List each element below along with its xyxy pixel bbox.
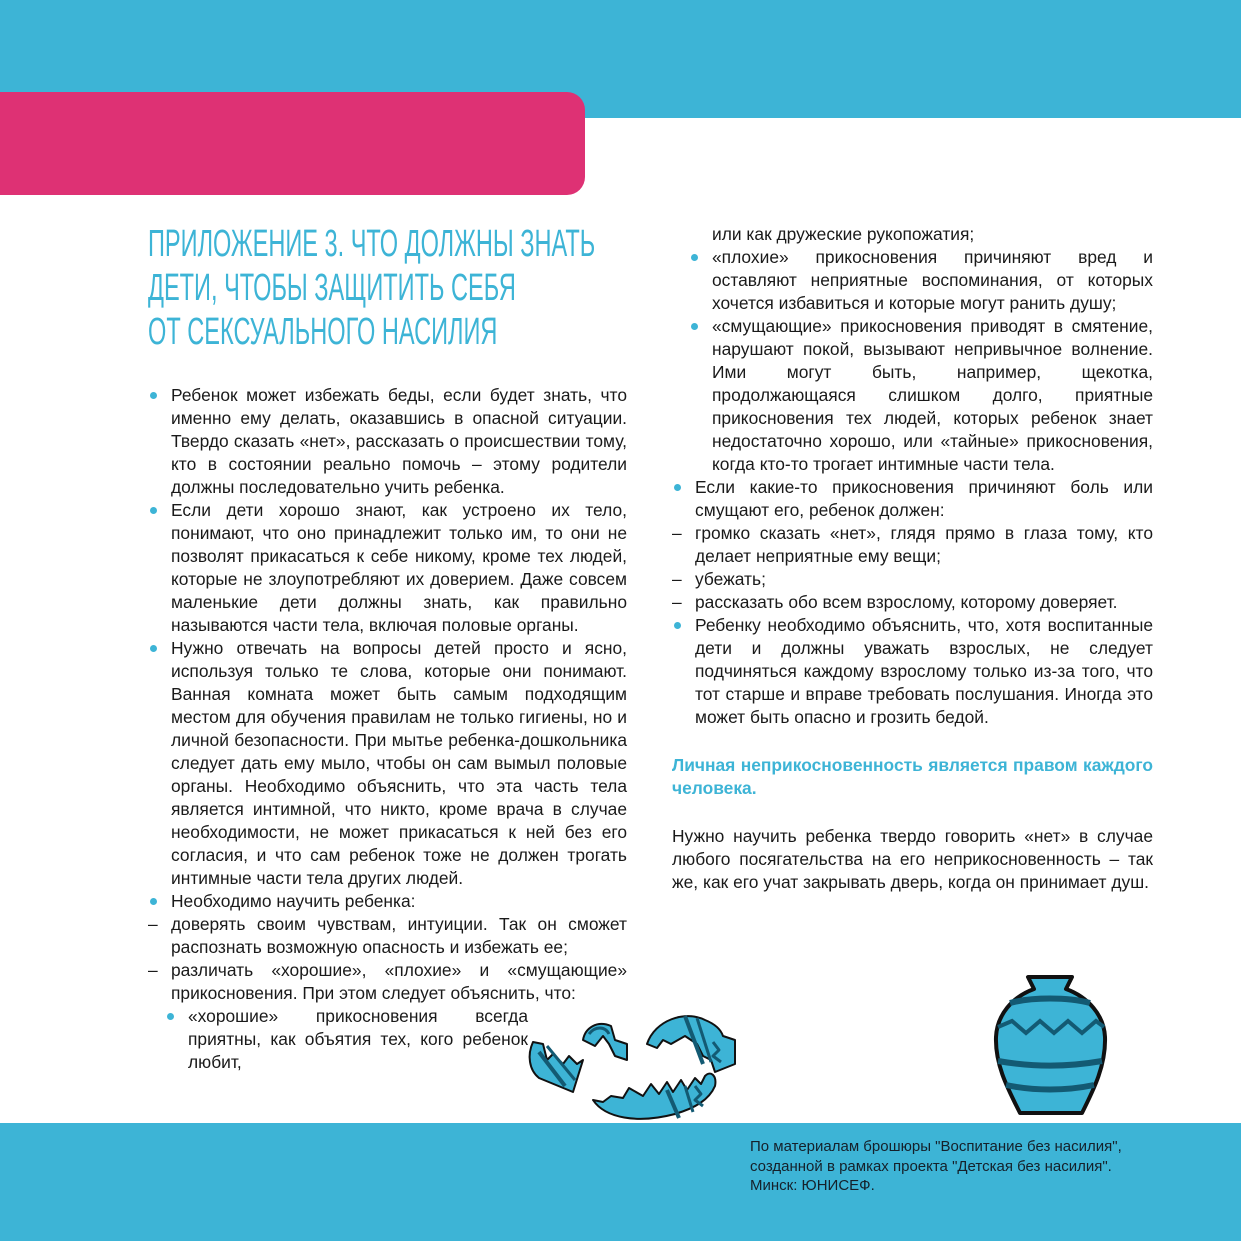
sub-bullet: «смущающие» прикосновения приводят в смятение, нарушают покой, вызывают непривычное волнение. Ими могут быть, например, щекотка, продолжающаяся слишком долго, приятные прикосновения тех людей, которых ребенок знает недостаточно хорошо, или «тайные» прикосновения, когда кто-то трогает интимные части тела. [672, 315, 1153, 476]
dash-item [148, 913, 627, 959]
sub-bullet: «хорошие» прикосновения всегда приятны, как объятия тех, кого ребенок любит, [148, 1005, 528, 1074]
closing-paragraph: Нужно научить ребенка твердо говорить «нет» в случае любого посягательства на его неприкосновенность – так же, как его учат закрывать дверь, когда он принимает душ. [672, 826, 1153, 892]
dash-text: доверять своим чувствам, интуиции. Так он сможет распознать возможную опасность и избежать ее; [171, 914, 627, 957]
credit-line: Минск: ЮНИСЕФ. [750, 1177, 875, 1194]
shard-icon [530, 1042, 583, 1092]
bullet-paragraph: Нужно отвечать на вопросы детей просто и ясно, используя только те слова, которые они понимают. Ванная комната может быть самым подходящим местом для обучения правилам не только гигиены, но и личной безопасности. При мытье ребенка-дошкольника следует дать ему мыло, чтобы он сам вымыл половые органы. Необходимо объяснить, что эта часть тела является интимной, что никто, кроме врача в случае необходимости, не может прикасаться к ней без его согласия, и что сам ребенок тоже не должен трогать интимные части тела других людей. [148, 637, 627, 890]
dash-mark: – [148, 960, 158, 980]
bullet-paragraph: Ребенку необходимо объяснить, что, хотя воспитанные дети и должны уважать взрослых, не следует подчиняться каждому взрослому только из-за того, что тот старше и вправе требовать послушания. Иногда это может быть опасно и грозить бедой. [672, 614, 1153, 729]
dash-item [672, 568, 1153, 591]
right-column [672, 223, 1153, 894]
broken-vase-icon [525, 1000, 740, 1125]
sub-bullet: «плохие» прикосновения причиняют вред и оставляют неприятные воспоминания, от которых хочется избавиться и которые могут ранить душу; [672, 246, 1153, 315]
credit-line: созданной в рамках проекта "Детская без насилия". [750, 1157, 1112, 1175]
title-line: ДЕТИ, ЧТОБЫ ЗАЩИТИТЬ СЕБЯ [148, 267, 516, 309]
page-title [148, 222, 596, 354]
dash-item [148, 959, 627, 1005]
dash-text: убежать; [695, 569, 766, 589]
dash-text: громко сказать «нет», глядя прямо в глаза тому, кто делает неприятные ему вещи; [695, 523, 1153, 566]
left-column [148, 384, 627, 1074]
vase-icon [992, 975, 1108, 1117]
dash-text: различать «хорошие», «плохие» и «смущающие» прикосновения. При этом следует объяснить, что: [171, 960, 627, 1003]
bullet-paragraph: Если какие-то прикосновения причиняют боль или смущают его, ребенок должен: [672, 476, 1153, 522]
bullet-paragraph: Ребенок может избежать беды, если будет знать, что именно ему делать, оказавшись в опасной ситуации. Твердо сказать «нет», рассказать о происшествии тому, кто в состоянии реально помочь – этому родители должны последовательно учить ребенка. [148, 384, 627, 499]
dash-mark: – [148, 914, 158, 934]
dash-item [672, 591, 1153, 614]
dash-text: рассказать обо всем взрослому, которому доверяет. [695, 592, 1118, 612]
bullet-paragraph: Необходимо научить ребенка: [148, 890, 627, 913]
sub-bullet-continuation: или как дружеские рукопожатия; [712, 224, 975, 244]
source-credit [750, 1137, 1122, 1196]
title-line: ПРИЛОЖЕНИЕ 3. ЧТО ДОЛЖНЫ ЗНАТЬ [148, 223, 596, 265]
pink-header-bar [0, 92, 585, 195]
dash-item [672, 522, 1153, 568]
title-line: ОТ СЕКСУАЛЬНОГО НАСИЛИЯ [148, 311, 498, 353]
dash-mark: – [672, 592, 682, 612]
bullet-paragraph: Если дети хорошо знают, как устроено их тело, понимают, что оно принадлежит только им, то они не позволят прикасаться к себе никому, кроме тех людей, которые не злоупотребляют их доверием. Даже совсем маленькие дети должны знать, как правильно называются части тела, включая половые органы. [148, 499, 627, 637]
shard-icon [647, 1016, 735, 1072]
dash-mark: – [672, 569, 682, 589]
dash-mark: – [672, 523, 682, 543]
credit-line: По материалам брошюры "Воспитание без насилия", [750, 1138, 1122, 1155]
highlight-statement: Личная неприкосновенность является правом каждого человека. [672, 755, 1153, 798]
